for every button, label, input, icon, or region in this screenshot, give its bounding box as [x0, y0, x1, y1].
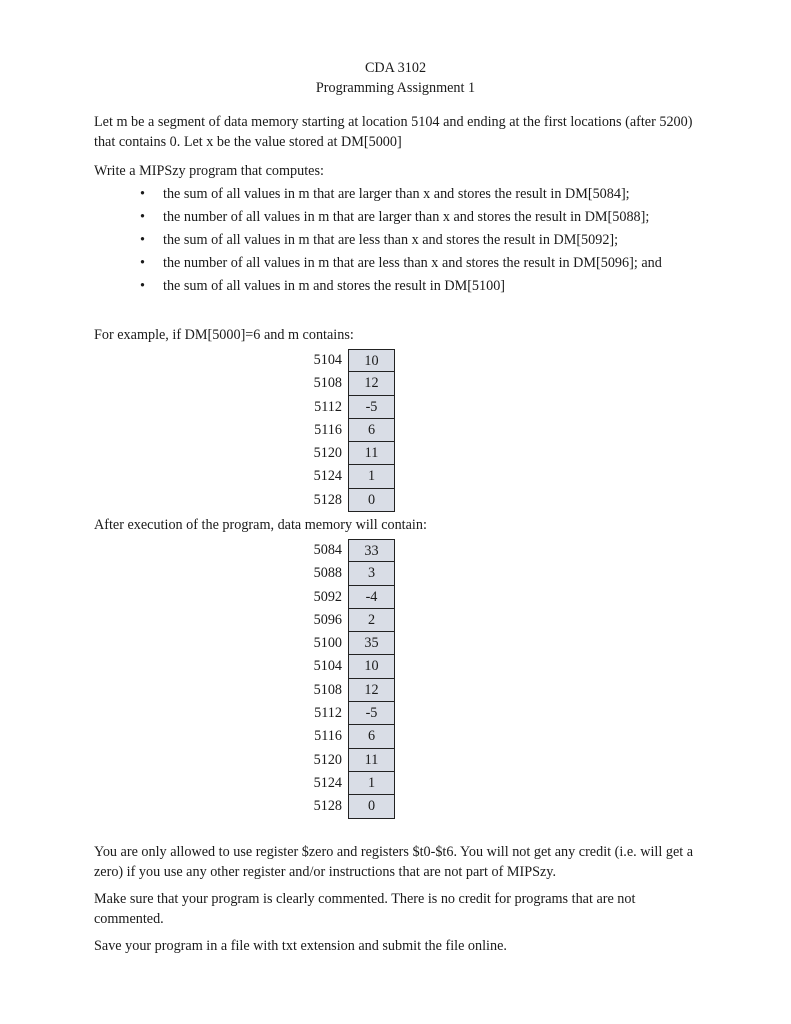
memory-address: 5108 [313, 681, 342, 698]
bullet-icon: • [140, 255, 145, 271]
memory-value: 10 [348, 349, 395, 372]
memory-address: 5116 [314, 421, 342, 438]
memory-address: 5088 [313, 565, 342, 582]
memory-value: 11 [348, 442, 395, 465]
memory-value: 11 [348, 749, 395, 772]
prompt-paragraph: Write a MIPSzy program that computes: [94, 163, 324, 179]
memory-address: 5128 [313, 798, 342, 815]
memory-value: 12 [348, 679, 395, 702]
assignment-title: Programming Assignment 1 [315, 80, 476, 96]
memory-value: 10 [348, 655, 395, 678]
memory-value: -5 [348, 702, 395, 725]
memory-address: 5124 [313, 774, 342, 791]
memory-address: 5116 [314, 728, 342, 745]
memory-value: 1 [348, 465, 395, 488]
memory-value: 3 [348, 562, 395, 585]
memory-value: 33 [348, 539, 395, 562]
list-item-text: the sum of all values in m and stores the result in DM[5100] [163, 278, 506, 294]
memory-address: 5100 [313, 635, 342, 652]
memory-value: 0 [348, 489, 395, 512]
list-item [140, 276, 700, 296]
bullet-icon: • [140, 278, 145, 294]
memory-value: 35 [348, 632, 395, 655]
memory-value: -5 [348, 396, 395, 419]
bullet-icon: • [140, 209, 145, 225]
list-item [140, 253, 700, 273]
memory-value: 0 [348, 795, 395, 818]
submission-paragraph: Save your program in a file with txt extension and submit the file online. [94, 938, 507, 954]
memory-address: 5108 [313, 375, 342, 392]
list-item [140, 230, 700, 250]
memory-value: 1 [348, 772, 395, 795]
memory-address: 5120 [313, 445, 342, 462]
memory-value: -4 [348, 586, 395, 609]
memory-address: 5128 [313, 491, 342, 508]
memory-address: 5104 [313, 658, 342, 675]
list-item [140, 184, 700, 204]
register-rule-paragraph: You are only allowed to use register $zero and registers $t0-$t6. You will not get any credit (i.e. will get a zero) if you use any other register and/or instructions that are not part of MIPSzy. [94, 844, 694, 880]
list-item-text: the sum of all values in m that are less than x and stores the result in DM[5092]; [163, 232, 619, 248]
instructions-notes [94, 842, 704, 963]
example-intro: For example, if DM[5000]=6 and m contains: [94, 327, 354, 343]
memory-address: 5084 [313, 542, 342, 558]
memory-address: 5120 [313, 751, 342, 768]
memory-value: 12 [348, 372, 395, 395]
memory-address: 5104 [313, 352, 342, 368]
memory-address: 5092 [313, 588, 342, 605]
list-item-text: the number of all values in m that are larger than x and stores the result in DM[5088]; [163, 209, 650, 225]
list-item [140, 207, 700, 227]
memory-address: 5124 [313, 468, 342, 485]
memory-address: 5112 [314, 398, 342, 415]
bullet-icon: • [140, 232, 145, 248]
requirements-list [140, 184, 700, 299]
after-intro: After execution of the program, data memory will contain: [94, 517, 427, 533]
course-code: CDA 3102 [364, 60, 427, 76]
memory-value: 6 [348, 725, 395, 748]
memory-address: 5096 [313, 611, 342, 628]
bullet-icon: • [140, 186, 145, 202]
list-item-text: the number of all values in m that are less than x and stores the result in DM[5096]; and [163, 255, 662, 271]
memory-value: 6 [348, 419, 395, 442]
document-title [0, 58, 791, 98]
memory-value: 2 [348, 609, 395, 632]
intro-paragraph: Let m be a segment of data memory starting at location 5104 and ending at the first locations (after 5200) that contains 0. Let x be the value stored at DM[5000] [94, 114, 693, 150]
list-item-text: the sum of all values in m that are larger than x and stores the result in DM[5084]; [163, 186, 630, 202]
comment-rule-paragraph: Make sure that your program is clearly commented. There is no credit for programs that are not commented. [94, 891, 636, 927]
memory-address: 5112 [314, 705, 342, 722]
